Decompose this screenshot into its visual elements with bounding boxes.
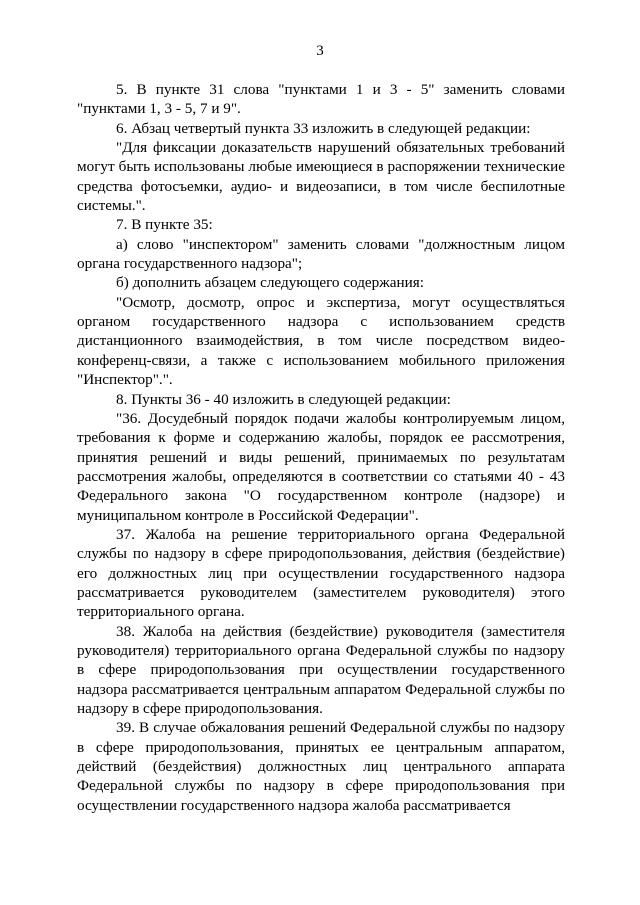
paragraph-clause-36: "36. Досудебный порядок подачи жалобы контролируемым лицом, требования к форме и содержанию жалобы, порядок ее рассмотрения, принятия решений и виды решений, принимаемых по результатам рассмотрения жалобы, определяются в соответствии со статьями 40 - 43 Федерального закона "О государственном контроле (надзоре) и муниципальном контроле в Российской Федерации".	[77, 409, 565, 524]
paragraph-item-8: 8. Пункты 36 - 40 изложить в следующей редакции:	[116, 390, 451, 408]
paragraph-subitem-a: а) слово "инспектором" заменить словами "должностным лицом органа государственного надзора";	[77, 235, 565, 273]
paragraph-clause-39: 39. В случае обжалования решений Федеральной службы по надзору в сфере природопользования, принятых ее центральным аппаратом, действий (бездействия) должностных лиц центрального аппарата Федеральной службы по надзору в сфере природопользования при осуществлении государственного надзора жалоба рассматривается	[77, 719, 565, 814]
paragraph-item-7: 7. В пункте 35:	[116, 216, 213, 234]
paragraph-quote-35: "Осмотр, досмотр, опрос и экспертиза, могут осуществляться органом государственного надзора с использованием средств дистанционного взаимодействия, в том числе посредством видео-конференц-связи, а также с использованием мобильного приложения "Инспектор".".	[77, 293, 565, 389]
paragraph-clause-38: 38. Жалоба на действия (бездействие) руководителя (заместителя руководителя) территориального органа Федеральной службы по надзору в сфере природопользования при осуществлении государственного надзора рассматривается центральным аппаратом Федеральной службы по надзору в сфере природопользования.	[77, 622, 565, 717]
paragraph-clause-37: 37. Жалоба на решение территориального органа Федеральной службы по надзору в сфере природопользования, действия (бездействие) его должностных лиц при осуществлении государственного надзора рассматривается руководителем (заместителем руководителя) этого территориального органа.	[77, 525, 565, 621]
paragraph-item-6: 6. Абзац четвертый пункта 33 изложить в следующей редакции:	[116, 119, 531, 137]
document-body	[77, 80, 565, 815]
paragraph-subitem-b: б) дополнить абзацем следующего содержания:	[116, 274, 424, 292]
paragraph-item-5: 5. В пункте 31 слова "пунктами 1 и 3 - 5" заменить словами "пунктами 1, 3 - 5, 7 и 9".	[77, 81, 565, 118]
paragraph-quote-33: "Для фиксации доказательств нарушений обязательных требований могут быть использованы любые имеющиеся в распоряжении технические средства фотосъемки, аудио- и видеозаписи, в том числе беспилотные системы.".	[77, 139, 565, 215]
page-number: 3	[316, 43, 324, 59]
